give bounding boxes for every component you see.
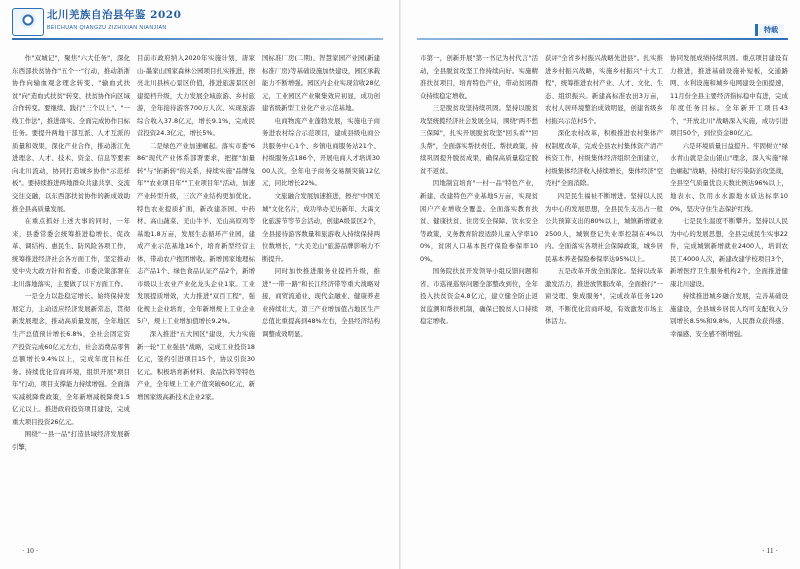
paragraph: 获评"全省乡村振兴战略先进县"。扎实推进乡村振兴战略，实施乡村振兴"十大工程"，统筹推进农村产业、人才、文化、生态、组织振兴。新建高标准农田3万亩，农村人居环境整治成效明显，创建省级乡村振兴示范村5个。	[545, 54, 663, 125]
paragraph: 因地制宜培育"一村一品"特色产业，新建、改建特色产业基地5万亩，实现贫困户产业增收全覆盖。全面落实教育扶贫、健康扶贫、住房安全保障、饮水安全等政策，义务教育阶段适龄儿童入学率100%，贫困人口基本医疗保险参保率100%。	[420, 179, 538, 263]
left-page	[0, 0, 399, 569]
text-column	[12, 52, 130, 532]
text-column	[670, 52, 788, 532]
paragraph: 持续推进城乡融合发展，完善基础设施建设，全县城乡居民人均可支配收入分别增长8.5%和9.8%，人民群众获得感、幸福感、安全感不断增强。	[670, 292, 788, 339]
paragraph: 二是绿色产业加速崛起。落实市委"686"现代产业体系部署要求，把握"加量转"与"拓新转"的关系，持续实施"品牌兔年""农业项目年""工业项目年"活动，加速产业转型升级，三次产业结构更加优化。特色农业提质扩面，新改建茶园、中药材、高山蔬菜、羌山牛羊、羌山高原鸡等基地1.8万亩，发展生态循环产业园，建成产业示范基地16个，培育新型经营主体，带动农户抱团增收。新增国家地理标志产品1个、绿色食品认证产品2个，新增市级以上农业产业化龙头企业1家。工业发展提质增效，大力推进"双百工程"，强化规上企业培育，全年新增规上工业企业5户，规上工业增加值增长9.2%。	[137, 141, 255, 326]
paragraph: 一是全力以赴稳定增长。始终保持发展定力，主动适应经济发展新常态，贯彻新发展理念，推动高质量发展，全年地区生产总值预计增长6.8%，全社会固定资产投资完成60亿元左右，社会消费品零售总额增长9.4%以上，完成年度目标任务。持续优化营商环境，组织开展"项目年"行动，项目支撑能力持续增强。全面落实减税降费政策，全年新增减税降费1.5亿元以上。推进政府投资项目建设，完成重大项目投资26亿元。	[12, 292, 130, 426]
paragraph: 市第一，创新开展"第一书记为村代言"活动，全县脱贫攻坚工作持续向好。实施精准扶贫项目，培育特色产业，带动贫困群众持续稳定增收。	[420, 54, 538, 100]
paragraph: 七是民生温度不断攀升。坚持以人民为中心的发展思想，全县完成民生实事22件，完成城镇新增就业2400人，培训农民工4000人次，新建改建学校项目3个，新增医疗卫生服务机构2个，全面推进健康北川建设。	[670, 217, 788, 288]
left-page-columns	[12, 52, 380, 532]
right-page-columns	[420, 52, 788, 532]
paragraph: 五是改革开放全面深化。坚持以改革激发活力，推进放管服改革，全面推行"一窗受理、集成服务"，完成改革任务120项，不断优化营商环境，有效激发市场主体活力。	[545, 267, 663, 326]
text-column	[137, 52, 255, 532]
paragraph: 电商物流产业蓬勃发展，实施电子商务进农村综合示范项目，建成县级电商公共服务中心1个、乡镇电商服务站21个、村级服务点186个，开展电商人才培训3000人次，全年电子商务交易额突破12亿元，同比增长22%。	[262, 116, 380, 188]
header-rule	[417, 38, 788, 40]
book-subtitle: BEICHUAN QIANGZU ZIZHIXIAN NIANJIAN	[47, 25, 167, 31]
yearbook-logo	[12, 8, 44, 36]
paragraph: 三是脱贫攻坚持续巩固。坚持以脱贫攻坚统揽经济社会发展全局，围绕"两不愁三保障"，扎实开展脱贫攻坚"回头看""回头帮"，全面落实帮扶责任、帮扶政策，持续巩固提升脱贫成果，确保高质量稳定脱贫不返贫。	[420, 104, 538, 175]
paragraph: 同时加快推进服务业提档升级，推进"一带一路"和长江经济带等重大战略对接，商贸流通业、现代金融业、健康养老业持续壮大，第三产业增加值占地区生产总值比重提高到48%左右，全县经济结构调整成效明显。	[262, 267, 380, 339]
yearbook-seal-icon	[20, 12, 36, 28]
text-column	[420, 52, 538, 532]
paragraph: 四是民生福祉不断增进。坚持以人民为中心的发展思想，全县民生支出占一般公共预算支出的80%以上，城镇新增就业2500人，城镇登记失业率控制在4%以内。全面落实各项社会保障政策，城乡居民基本养老保险参保率达95%以上。	[545, 192, 663, 263]
page-number: · 11 ·	[762, 546, 778, 555]
section-label: 特载	[755, 24, 784, 36]
paragraph: 目前市政府纳入2020年实施计划，唐家山-墨家山国家森林公园项目扎实推进，擦亮北川县核心景区价值，推进旅游景区创建提档升级，大力发展全域旅游、乡村旅游，全年接待游客700万人次、实现旅游综合收入37.8亿元，增长9.1%，完成民营投资24.3亿元，增长5%。	[137, 54, 255, 138]
paragraph: 国务院扶贫开发领导小组反馈问题和省、市巡视巡察问题全部整改到位，全年投入扶贫资金4.8亿元，建立健全防止返贫监测和帮扶机制，确保已脱贫人口持续稳定增收。	[420, 267, 538, 326]
paragraph: 在重点抓好上述大事的同时，一年来，县委常委会统筹推进稳增长、促改革、调结构、惠民生、防风险各项工作，统筹推进经济社会各方面工作，坚定推动党中央大政方针和省委、市委决策部署在北川落地落实，主要做了以下方面工作。	[12, 217, 130, 288]
paragraph: 围绕"一县一品"打造县域经济发展新引擎，	[12, 430, 130, 451]
paragraph: 协同发展成绩持续巩固。重点项目建设有力推进，推进基础设施补短板，交通路网、水利设施和城乡电网建设全面提速，11月份全县主要经济指标稳中有进，完成年度任务目标。全年新开工项目43个，"开放北川"战略深入实施，成功引进项目50个，到位资金80亿元。	[670, 54, 788, 138]
book-title: 北川羌族自治县年鉴 2020	[47, 9, 182, 21]
header-rule	[12, 38, 383, 40]
paragraph: 文旅融合发展加速推进，擦亮"中国羌城"文化名片，成功举办羌历新年、大禹文化旅游节等节会活动，创建A级景区2个，全县接待游客数量和旅游收入持续保持两位数增长，"大美羌山"旅游品牌影响力不断提升。	[262, 192, 380, 263]
paragraph: 国标准厂房(二期)、智慧家园产业园(新建标准厂房)等基础设施加快建设，园区承载能力不断增强。园区内企业实现营收28亿元，工业园区产业聚集效应初显，成功创建省级新型工业化产业示范基地。	[262, 54, 380, 113]
paragraph: 六是环境质量日益提升。牢固树立"绿水青山就是金山银山"理念，深入实施"绿色崛起"战略，持续打好污染防治攻坚战，全县空气质量优良天数比例达96%以上，地表水、饮用水水源地水质达标率100%，坚决守住生态保护红线。	[670, 141, 788, 213]
right-page	[401, 0, 800, 569]
text-column	[545, 52, 663, 532]
paragraph: 深入推进"五大园区"建设，大力实施新一轮"工业强县"战略，完成工业投资18亿元，签约引进项目15个，协议引资30亿元。积极培育新材料、食品饮料等特色产业，全年规上工业产值突破60亿元，新增国家级高新技术企业2家。	[137, 330, 255, 401]
paragraph: 作"双城记"，聚焦"六大任务"，深化东西部扶贫协作"五个一"行动，推动浙浙协作向输血观念理念转变、"输血式扶贫"向"造血式扶贫"转变、扶贫协作向区域合作转变。要继续、践行"三个以上"、"一线工作法"，推进落实、全面完成协作目标任务。要提升两地干部互派、人才互派的质量和效果，深化产业合作，推动浙江先进理念、人才、技术、资金、信息等要素向北川流动，协同打造城乡协作"示范样板"。要持续推进两地群众共建共享、交流交往交融，以东西部扶贫协作的新成效助推全县高质量发展。	[12, 54, 130, 213]
text-column	[262, 52, 380, 532]
page-number: · 10 ·	[22, 546, 39, 555]
paragraph: 深化农村改革，积极推进农村集体产权制度改革，完成全县农村集体资产清产核资工作，村级集体经济组织全面建立，村级集体经济收入持续增长，集体经济"空壳村"全面消除。	[545, 129, 663, 188]
